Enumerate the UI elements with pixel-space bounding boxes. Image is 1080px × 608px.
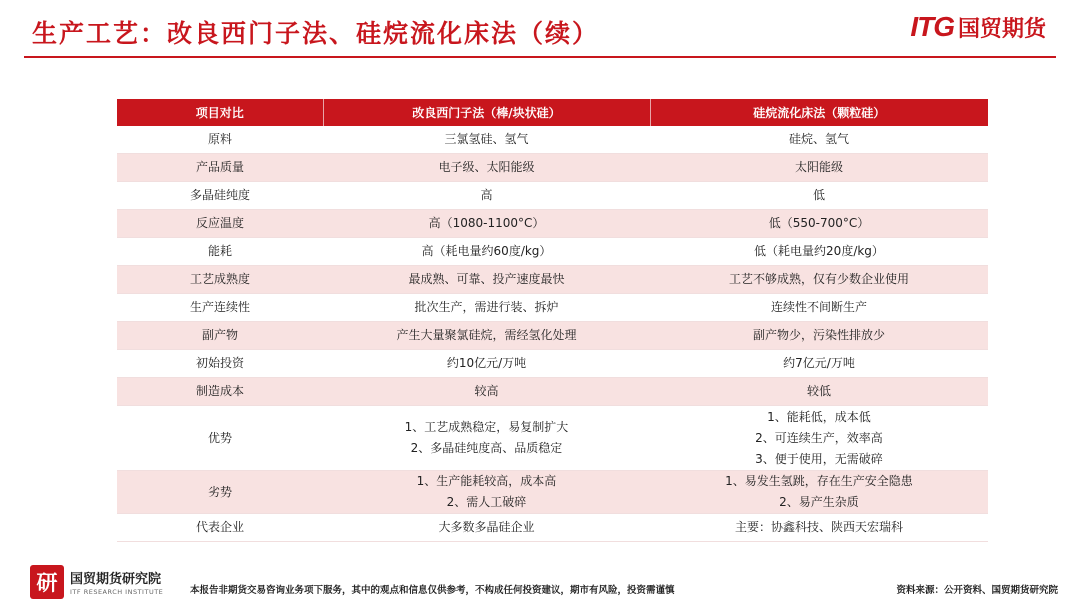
cell-item: 工艺成熟度 <box>117 266 323 294</box>
cell-item: 产品质量 <box>117 154 323 182</box>
cell-fbr <box>650 322 988 350</box>
cell-fbr <box>650 471 988 514</box>
cell-siemens <box>323 514 650 542</box>
header-fbr: 硅烷流化床法（颗粒硅） <box>650 99 988 126</box>
cell-line: 硅烷、氢气 <box>788 132 849 146</box>
cell-line: 批次生产，需进行装、拆炉 <box>414 300 559 314</box>
cell-line: 1、工艺成熟稳定，易复制扩大 <box>404 420 569 434</box>
cell-item: 能耗 <box>117 238 323 266</box>
table-row <box>117 266 988 294</box>
cell-item: 生产连续性 <box>117 294 323 322</box>
cell-line: 连续性不间断生产 <box>770 300 867 314</box>
logo-en-text: ITF RESEARCH INSTITUTE <box>70 588 164 596</box>
table-row <box>117 126 988 154</box>
cell-line: 高（耗电量约60度/kg） <box>421 244 552 258</box>
cell-fbr <box>650 350 988 378</box>
cell-item: 劣势 <box>117 471 323 514</box>
cell-line: 较低 <box>806 384 831 398</box>
table-row <box>117 294 988 322</box>
cell-line: 2、易产生杂质 <box>779 495 859 509</box>
comparison-table <box>117 99 988 542</box>
brand-itg-text: ITG <box>910 11 954 42</box>
cell-line: 约7亿元/万吨 <box>783 356 855 370</box>
cell-item: 反应温度 <box>117 210 323 238</box>
cell-line: 约10亿元/万吨 <box>446 356 527 370</box>
cell-fbr <box>650 154 988 182</box>
cell-siemens <box>323 182 650 210</box>
table-row <box>117 154 988 182</box>
cell-item: 副产物 <box>117 322 323 350</box>
cell-siemens <box>323 350 650 378</box>
brand-logo <box>910 12 1046 42</box>
cell-line: 高 <box>480 188 493 202</box>
cell-item: 原料 <box>117 126 323 154</box>
cell-line: 最成熟、可靠、投产速度最快 <box>408 272 565 286</box>
cell-line: 2、需人工破碎 <box>446 495 527 509</box>
cell-item: 多晶硅纯度 <box>117 182 323 210</box>
cell-line: 2、可连续生产，效率高 <box>755 430 883 445</box>
table-row <box>117 406 988 471</box>
logo-cn-text: 国贸期货研究院 <box>70 572 162 587</box>
cell-item: 代表企业 <box>117 514 323 542</box>
research-institute-logo <box>30 565 163 599</box>
cell-line: 电子级、太阳能级 <box>438 160 535 174</box>
table-header-row <box>117 99 988 126</box>
cell-fbr <box>650 406 988 471</box>
cell-fbr <box>650 182 988 210</box>
cell-line: 低（耗电量约20度/kg） <box>754 244 884 258</box>
table-row <box>117 182 988 210</box>
cell-item: 制造成本 <box>117 378 323 406</box>
seal-logo-icon: 研 <box>30 565 64 599</box>
cell-siemens <box>323 126 650 154</box>
cell-line: 主要：协鑫科技、陕西天宏瑞科 <box>734 520 903 534</box>
cell-line: 副产物少，污染性排放少 <box>752 328 885 342</box>
cell-line: 1、易发生氢跳，存在生产安全隐患 <box>725 474 913 488</box>
cell-fbr <box>650 266 988 294</box>
cell-fbr <box>650 238 988 266</box>
table-row <box>117 238 988 266</box>
table-row <box>117 514 988 542</box>
table-row <box>117 210 988 238</box>
cell-line: 低 <box>812 188 825 202</box>
cell-siemens <box>323 471 650 514</box>
cell-line: 1、能耗低，成本低 <box>767 409 871 424</box>
table-row <box>117 471 988 514</box>
cell-siemens <box>323 294 650 322</box>
cell-siemens <box>323 406 650 471</box>
cell-fbr <box>650 126 988 154</box>
cell-line: 3、便于使用，无需破碎 <box>755 451 883 466</box>
cell-siemens <box>323 322 650 350</box>
header-item: 项目对比 <box>117 99 323 126</box>
cell-siemens <box>323 210 650 238</box>
cell-line: 工艺不够成熟，仅有少数企业使用 <box>728 272 909 286</box>
cell-line: 产生大量聚氯硅烷，需经氢化处理 <box>396 328 577 342</box>
cell-line: 太阳能级 <box>794 160 843 174</box>
cell-siemens <box>323 266 650 294</box>
table-row <box>117 322 988 350</box>
cell-line: 低（550-700°C） <box>768 216 870 230</box>
cell-siemens <box>323 154 650 182</box>
cell-line: 大多数多晶硅企业 <box>438 520 535 534</box>
source-text: 资料来源：公开资料、国贸期货研究院 <box>896 585 1058 596</box>
cell-fbr <box>650 294 988 322</box>
cell-line: 较高 <box>474 384 499 398</box>
table-row <box>117 350 988 378</box>
cell-fbr <box>650 210 988 238</box>
header-siemens: 改良西门子法（棒/块状硅） <box>323 99 650 126</box>
page-title: 生产工艺：改良西门子法、硅烷流化床法（续） <box>32 19 600 48</box>
cell-item: 初始投资 <box>117 350 323 378</box>
title-divider <box>24 56 1056 58</box>
cell-fbr <box>650 514 988 542</box>
cell-item: 优势 <box>117 406 323 471</box>
cell-fbr <box>650 378 988 406</box>
cell-line: 1、生产能耗较高，成本高 <box>416 474 557 488</box>
cell-siemens <box>323 378 650 406</box>
cell-line: 三氯氢硅、氢气 <box>444 132 529 146</box>
cell-line: 高（1080-1100°C） <box>428 216 545 230</box>
cell-line: 2、多晶硅纯度高、品质稳定 <box>410 441 563 455</box>
cell-siemens <box>323 238 650 266</box>
brand-cn-text: 国贸期货 <box>957 16 1046 42</box>
disclaimer-text: 本报告非期货交易咨询业务项下服务，其中的观点和信息仅供参考，不构成任何投资建议，期市有风险，投资需谨慎 <box>190 585 675 596</box>
table-row <box>117 378 988 406</box>
